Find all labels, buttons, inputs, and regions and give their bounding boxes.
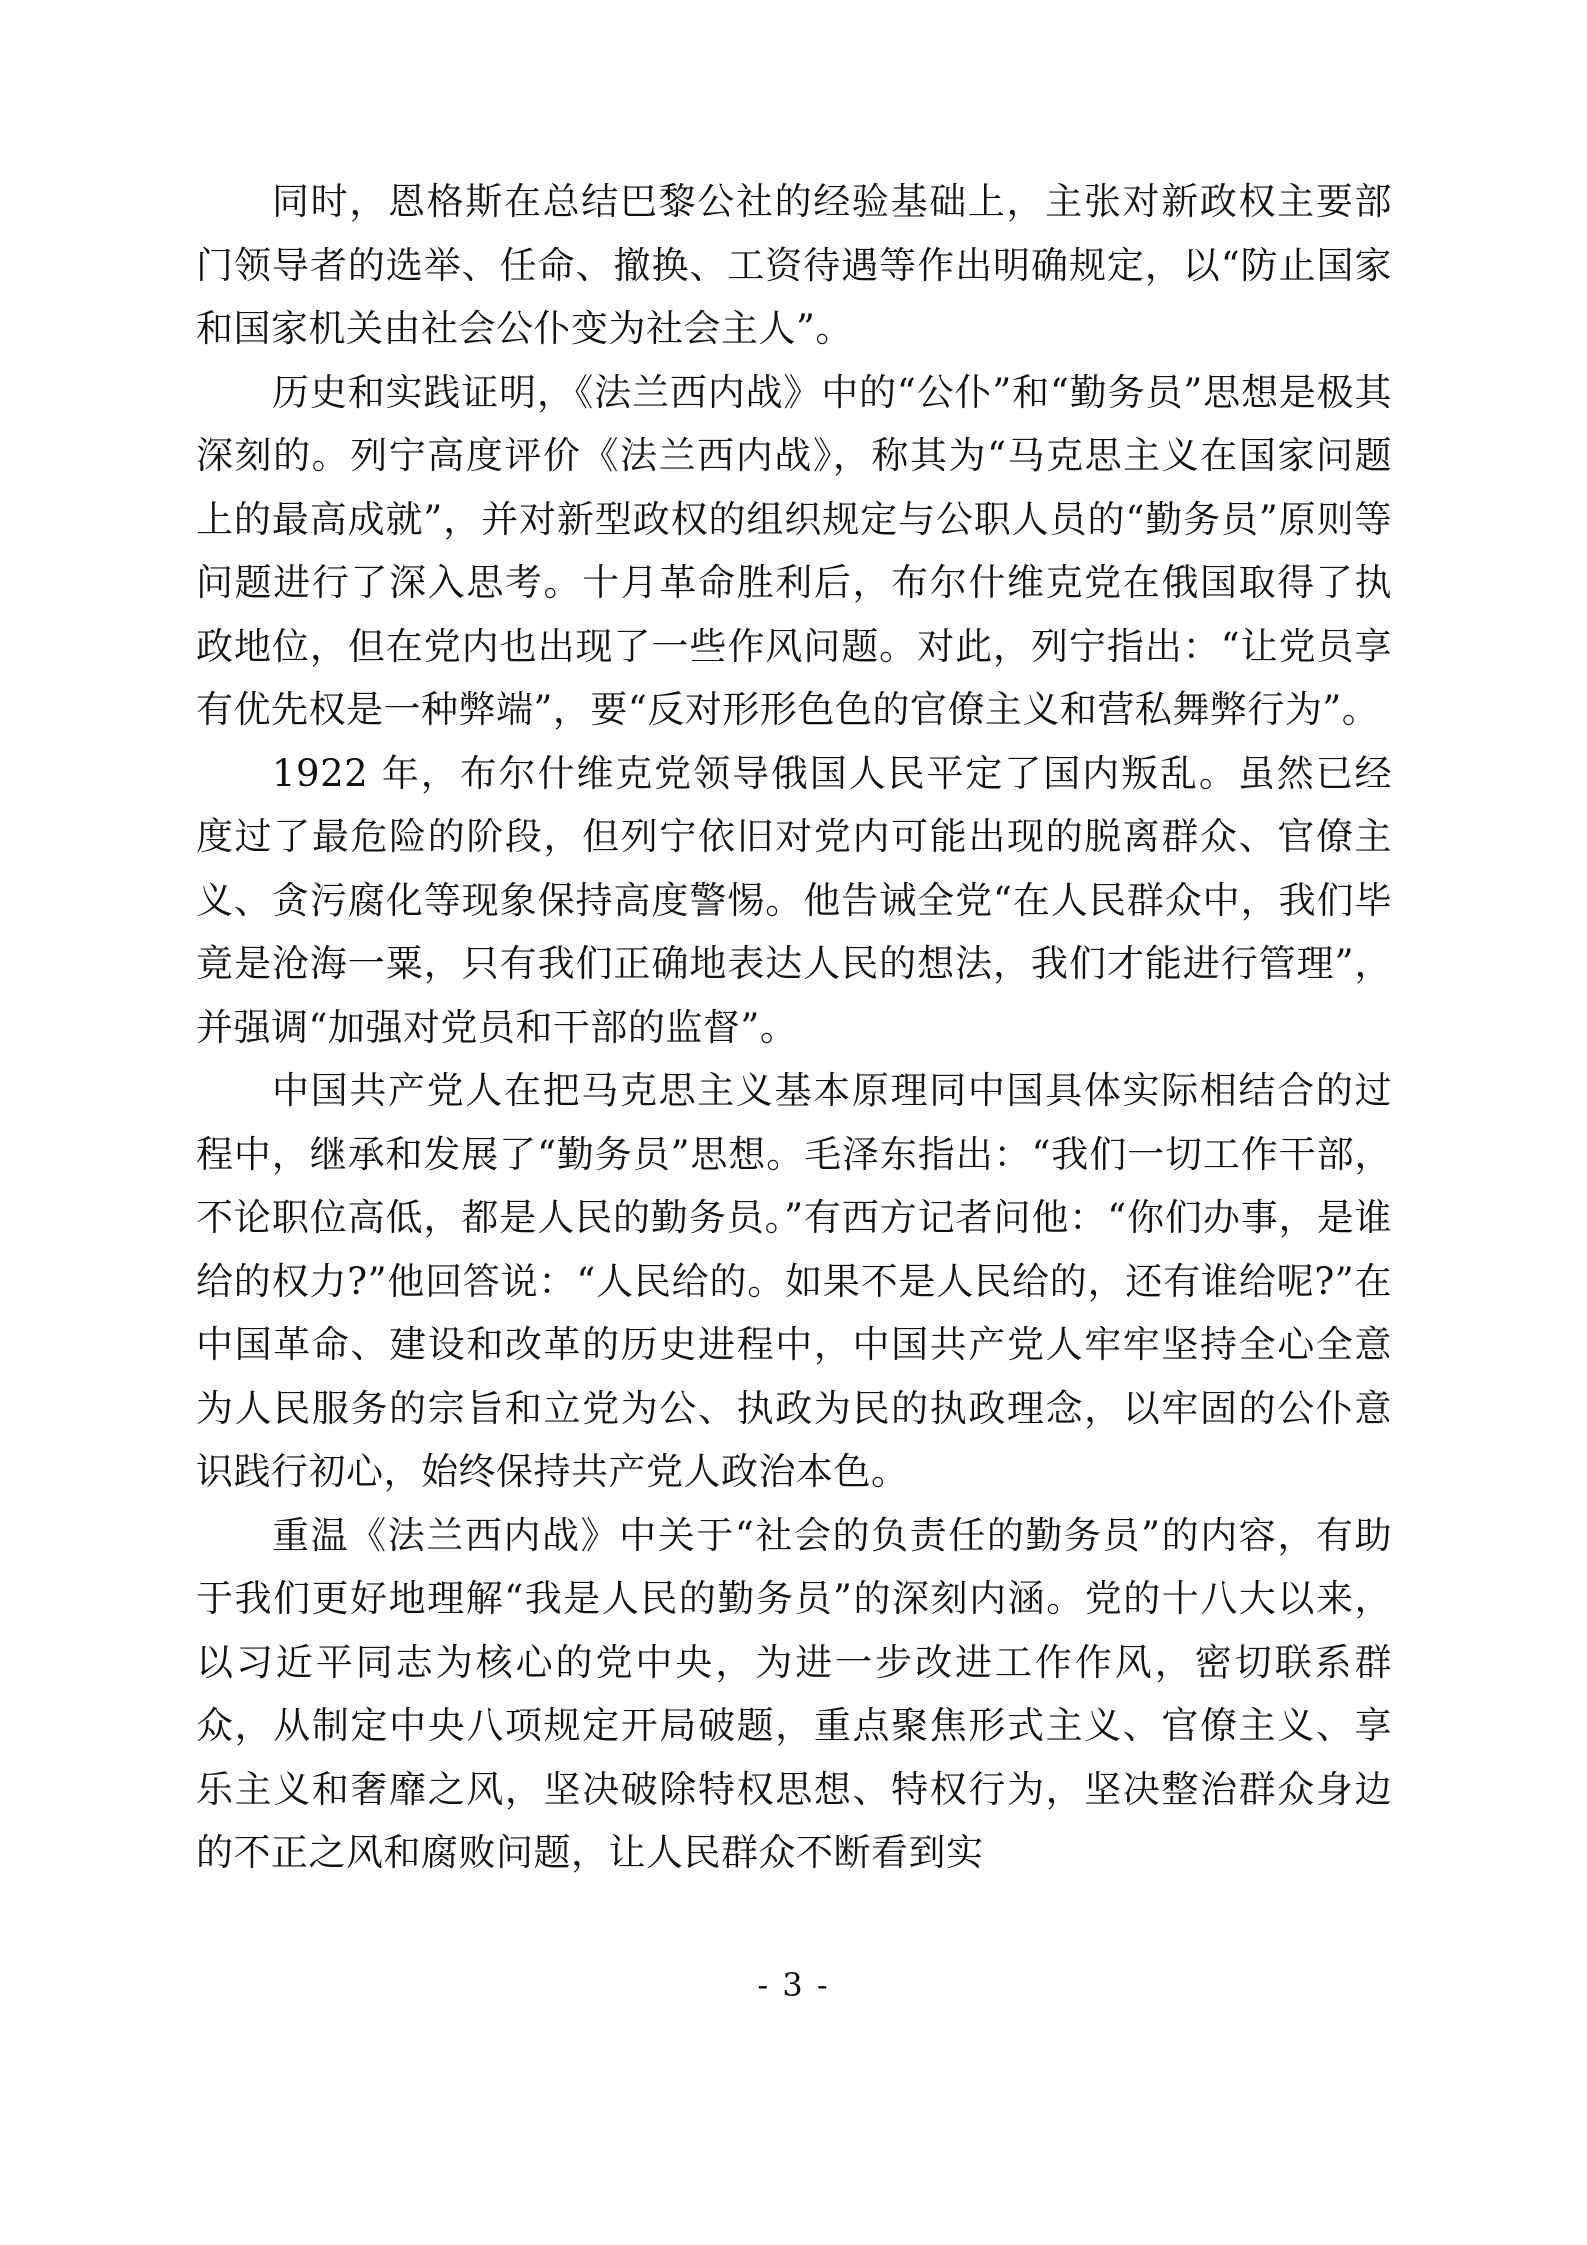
paragraph: 历史和实践证明，《法兰西内战》中的“公仆”和“勤务员”思想是极其深刻的。列宁高度评价《法兰西内战》，称其为“马克思主义在国家问题上的最高成就”，并对新型政权的组织规定与公职人员的“勤务员”原则等问题进行了深入思考。十月革命胜利后，布尔什维克党在俄国取得了执政地位，但在党内也出现了一些作风问题。对此，列宁指出：“让党员享有优先权是一种弊端”，要“反对形形色色的官僚主义和营私舞弊行为”。	[196, 370, 1392, 731]
paragraph: 1922 年，布尔什维克党领导俄国人民平定了国内叛乱。虽然已经度过了最危险的阶段，但列宁依旧对党内可能出现的脱离群众、官僚主义、贪污腐化等现象保持高度警惕。他告诫全党“在人民群众中，我们毕竟是沧海一粟，只有我们正确地表达人民的想法，我们才能进行管理”，并强调“加强对党员和干部的监督”。	[196, 751, 1392, 1049]
paragraph: 中国共产党人在把马克思主义基本原理同中国具体实际相结合的过程中，继承和发展了“勤务员”思想。毛泽东指出：“我们一切工作干部，不论职位高低，都是人民的勤务员。”有西方记者问他：“你们办事，是谁给的权力?”他回答说：“人民给的。如果不是人民给的，还有谁给呢?”在中国革命、建设和改革的历史进程中，中国共产党人牢牢坚持全心全意为人民服务的宗旨和立党为公、执政为民的执政理念，以牢固的公仆意识践行初心，始终保持共产党人政治本色。	[196, 1069, 1392, 1493]
paragraph: 重温《法兰西内战》中关于“社会的负责任的勤务员”的内容，有助于我们更好地理解“我是人民的勤务员”的深刻内涵。党的十八大以来，以习近平同志为核心的党中央，为进一步改进工作作风，密切联系群众，从制定中央八项规定开局破题，重点聚焦形式主义、官僚主义、享乐主义和奢靡之风，坚决破除特权思想、特权行为，坚决整治群众身边的不正之风和腐败问题，让人民群众不断看到实	[196, 1513, 1392, 1874]
paragraph: 同时，恩格斯在总结巴黎公社的经验基础上，主张对新政权主要部门领导者的选举、任命、撤换、工资待遇等作出明确规定，以“防止国家和国家机关由社会公仆变为社会主人”。	[196, 180, 1392, 350]
document-body	[196, 170, 1392, 1885]
page-number: - 3 -	[757, 1966, 830, 2004]
